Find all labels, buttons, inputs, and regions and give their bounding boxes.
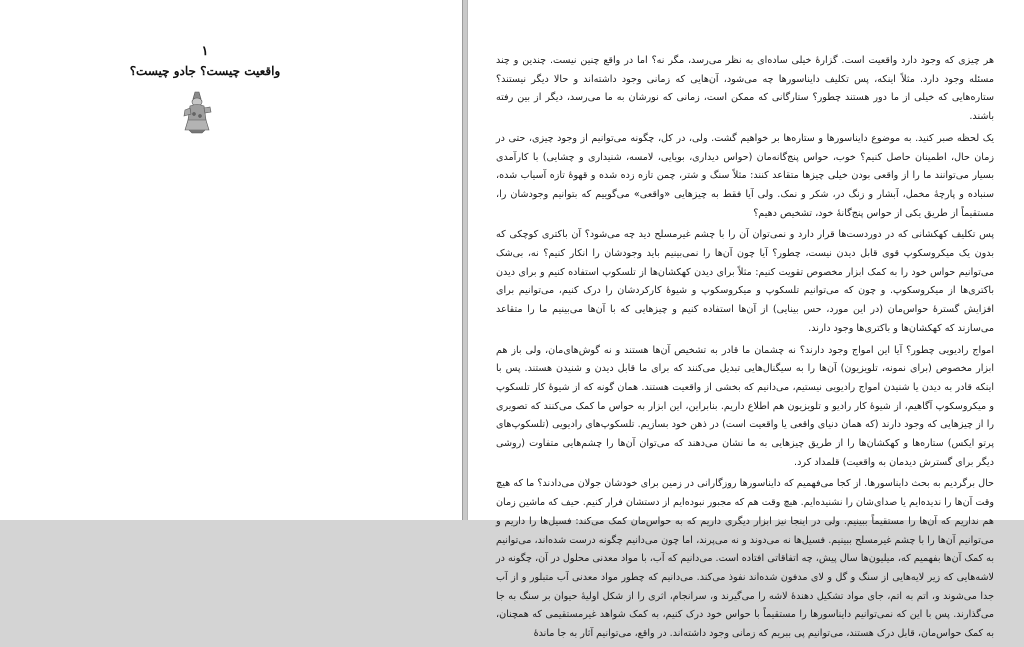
chapter-title: واقعیت چیست؟ جادو چیست؟ <box>129 64 281 78</box>
paragraph: یک لحظه صبر کنید. به موضوع دایناسورها و ستاره‌ها بر خواهیم گشت. ولی، در کل، چگونه می‌توانیم از وجود چیزی، حتی در زمان حال، اطمینان حاصل کنیم؟ خوب، حواس پنج‌گانه‌مان (حواس دیداری، بویایی، لامسه، شنیداری و چشایی) با کارآمدی بسیار می‌توانند ما را از واقعی بودن خیلی چیزها متقاعد کنند: مثلاً سنگ و شتر، چمن تازه زده شده و قهوهٔ تازه آسیاب شده، سنباده و پارچهٔ مخمل، آبشار و زنگ در، شکر و نمک. ولی آیا فقط به چیزهایی «واقعی» می‌گوییم که بتوانیم وجودشان را، مستقیماً از طریق یکی از حواس پنج‌گانهٔ خود، تشخیص دهیم؟ <box>496 132 994 219</box>
paragraph: حال برگردیم به بحث دایناسورها. از کجا می‌فهمیم که دایناسورها روزگارانی در زمین برای خودشان جولان می‌دادند؟ ما که هیچ وقت آن‌ها را ندیده‌ایم یا صدای‌شان را نشنیده‌ایم. هیچ وقت هم که مجبور نبوده‌ایم از دستشان فرار کنیم. حیف که ماشین زمان هم نداریم که آن‌ها را مستقیماً ببینیم. ولی در اینجا نیز ابزار دیگری داریم که به حواس‌مان کمک می‌کند: فسیل‌ها را داریم و می‌توانیم آن‌ها را با چشم غیرمسلح ببینیم. فسیل‌ها نه می‌دوند و نه می‌پرند، اما چون می‌دانیم چگونه درست شده‌اند، می‌توانیم به کمک آن‌ها بفهمیم که، میلیون‌ها سال پیش، چه اتفاقاتی افتاده است. می‌دانیم که آب، با مواد معدنی محلول در آن، چگونه در لاشه‌هایی که زیر لایه‌هایی از سنگ و گل و لای مدفون شده‌اند نفوذ می‌کند. می‌دانیم که چطور مواد معدنی آب متبلور و از آب جدا می‌شوند و، اتم به اتم، جای مواد تشکیل دهندهٔ لاشه را می‌گیرند و، سرانجام، اثری را از شکل اولیهٔ حیوان بر سنگ به جا می‌گذارند. پس با این که نمی‌توانیم دایناسورها را مستقیماً با حواس خود درک کنیم، به کمک شواهد غیرمستقیمی که همچنان، به کمک حواس‌مان، قابل درک هستند، می‌توانیم پی ببریم که زمانی وجود داشته‌اند. در واقع، می‌توانیم آثار به جا ماندهٔ <box>496 478 994 640</box>
paragraph: هر چیزی که وجود دارد واقعیت است. گزارهٔ خیلی ساده‌ای به نظر می‌رسد، مگر نه؟ اما در واقع چنین نیست. چندین و چند مسئله وجود دارد. مثلاً اینکه، پس تکلیف دایناسورها چه می‌شود، آن‌هایی که زمانی وجود داشته‌اند و حالا دیگر نیستند؟ ستاره‌هایی که خیلی از ما دور هستند چطور؟ ستارگانی که ممکن است، زمانی که نورشان به ما می‌رسد، دیگر از بین رفته باشند. <box>496 55 994 123</box>
body-text <box>496 52 994 647</box>
chapter-heading <box>80 44 330 80</box>
right-page <box>468 0 1024 640</box>
paragraph: امواج رادیویی چطور؟ آیا این امواج وجود دارند؟ نه چشمان ما قادر به تشخیص آن‌ها هستند و نه گوش‌های‌مان، ولی باز هم ابزار مخصوص (برای نمونه، تلویزیون) آن‌ها را به سیگنال‌هایی تبدیل می‌کنند که برای ما قابل دیدن و شنیدن هستند. پس با اینکه قادر به دیدن یا شنیدن امواج رادیویی نیستیم، می‌دانیم که بخشی از واقعیت هستند. همان گونه که از شیوهٔ کار تلسکوپ و میکروسکوپ آگاهیم، از شیوهٔ کار رادیو و تلویزیون هم اطلاع داریم. بنابراین، این ابزار به حواس ما کمک می‌کنند که تصویری را از چیزهایی که وجود دارند (که همان دنیای واقعی یا واقعیت است) در ذهن خود بسازیم. تلسکوپ‌های رادیویی (تلسکوپ‌های پرتو ایکس) ستاره‌ها و کهکشان‌ها را از طریق چیزهایی به ما نشان می‌دهند که می‌توان آن‌ها را چشم‌هایی متفاوت (روشی دیگر برای گسترش دیدمان به واقعیت) قلمداد کرد. <box>496 344 994 468</box>
wizard-illustration <box>180 90 214 134</box>
paragraph: پس تکلیف کهکشانی که در دوردست‌ها قرار دارد و نمی‌توان آن را با چشم غیرمسلح دید چه می‌شود؟ آن باکتری کوچکی که بدون یک میکروسکوپ قوی قابل دیدن نیست، چطور؟ آیا چون آن‌ها را نمی‌بینیم باید وجودشان را انکار کنیم؟ نه، بی‌شک می‌توانیم حواس خود را به کمک ابزار مخصوص تقویت کنیم: مثلاً برای دیدن کهکشان‌ها از تلسکوپ استفاده کنیم و برای دیدن باکتری‌ها از میکروسکوپ. و چون که می‌توانیم تلسکوپ و میکروسکوپ و شیوهٔ کارکردشان را درک کنیم، می‌توانیم برای افزایش گسترهٔ حواس‌مان (در این مورد، حس بینایی) از آن‌ها استفاده کنیم و چیزهایی که با آن‌ها می‌بینیم ما را متقاعد می‌سازند که کهکشان‌ها و باکتری‌ها وجود دارند. <box>496 229 994 334</box>
chapter-number: ۱ <box>201 44 209 59</box>
left-page <box>0 0 462 520</box>
